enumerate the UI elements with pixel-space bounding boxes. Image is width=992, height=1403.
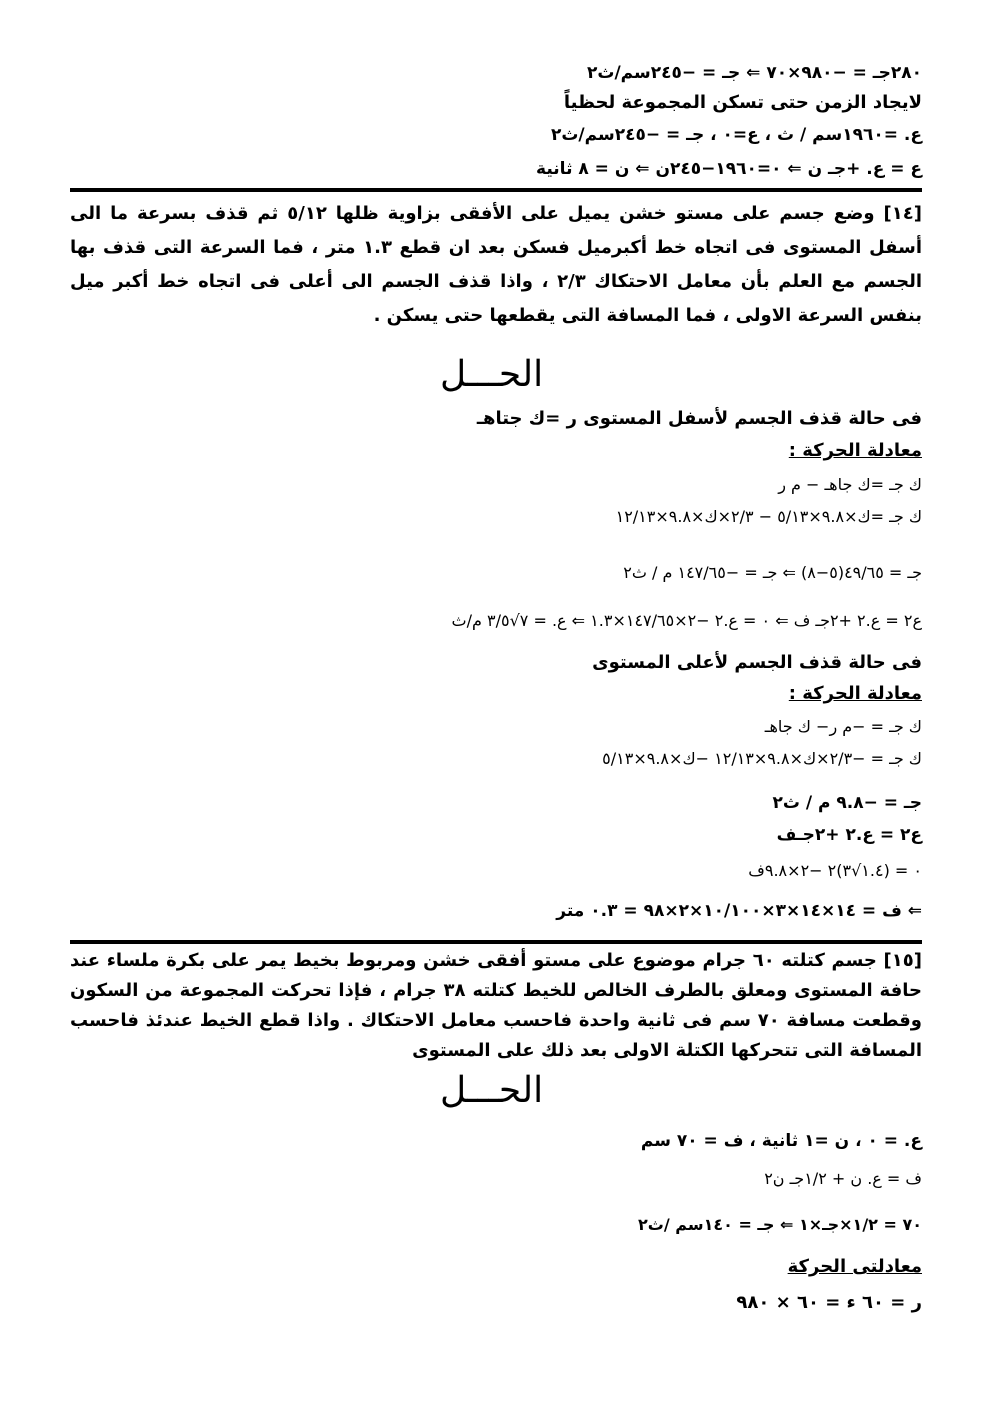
eq-f2: ك جـ = −٢/٣×ك×٩.٨×١٢/١٣ −ك×٩.٨×٥/١٣ — [602, 749, 922, 768]
label-13: ١٣ — [455, 811, 472, 829]
case-1: فى حالة قذف الجسم لأسفل المستوى ر =ك جتاهـ — [476, 408, 922, 429]
case-2: فى حالة قذف الجسم لأعلى المستوى — [592, 652, 922, 673]
eq-g2: ف = ع. ن + ١/٢جـ ن٢ — [764, 1169, 922, 1188]
label-kjaha-2: ك جاهـ — [72, 790, 116, 808]
divider-2 — [70, 940, 922, 944]
top-line-3: ع. =١٩٦٠سم / ث ، ع=٠ ، جـ = −٢٤٥سم/ث٢ — [550, 125, 922, 145]
label-r: ر — [170, 368, 178, 386]
equation-title-1: معادلة الحركة : — [788, 440, 922, 461]
label-ha: هـ — [178, 506, 191, 524]
label-5: ٥ — [532, 828, 541, 846]
problem-15-text: [١٥] جسم كتلته ٦٠ جرام موضوع على مستو أفقى خشن ومربوط بخيط يمر على بكرة ملساء عند حافة المستوى ومعلق بالطرف الخالص للخيط كتلته ٣٨ جرام ، فإذا تحركت المجموعة من السكون وقطعت مسافة ٧٠ سم فى ثانية واحدة فاحسب معامل الاحتكاك . واذا قطع الخيط عندئذ فاحسب المسافة التى تتحركها الكتلة الاولى بعد ذلك على المستوى — [70, 950, 923, 1061]
label-mr: م ر — [285, 386, 307, 404]
top-line-4: ع = ع. +جـ ن ⇐ ٠=١٩٦٠−٢٤٥ن ⇐ ن = ٨ ثانية — [536, 159, 922, 179]
eq-g4: ر = ٦٠ ء = ٦٠ × ٩٨٠ — [736, 1292, 922, 1313]
solution-heading-2: الحـــل — [440, 1070, 544, 1111]
label-kjtaha: ك جتاهـ — [260, 560, 308, 578]
top-line-1: ٢٨٠جـ = −٩٨٠×٧٠ ⇐ جـ = −٢٤٥سم/ث٢ — [586, 63, 922, 83]
label-r-2: ر — [180, 676, 188, 694]
label-kjtaha-2: ك جتاهـ — [262, 860, 310, 878]
eq-f6: ⇐ ف = ١٤×١٤×٣×١٠/١٠٠×٢×٩٨ = ٠.٣ متر — [556, 901, 922, 921]
label-12: ١٢ — [462, 864, 479, 882]
eq-3: جـ = ٤٩/٦٥(٥−٨) ⇐ جـ = −١٤٧/٦٥ م / ث٢ — [623, 563, 922, 582]
solution-heading-1: الحـــل — [440, 354, 544, 395]
eq-g3: ٧٠ = ١/٢×جـ×١ ⇐ جـ = ١٤٠سم /ث٢ — [638, 1215, 922, 1234]
eq-g1: ع. = ٠ ، ن =١ ثانية ، ف = ٧٠ سم — [640, 1131, 922, 1151]
label-r-3: ر — [172, 1046, 180, 1064]
eq-4: ع٢ = ع.٢ +٢جـ ف ⇐ ٠ = ع.٢ −٢×١٤٧/٦٥×١.٣ ⇐ ع. = ٧√٣/٥ م/ث — [451, 611, 922, 630]
eq-f5: ٠ = (١.٤√٣)٢ −٢×٩.٨ف — [748, 861, 922, 880]
label-sh-1: شـ — [240, 1114, 257, 1132]
label-ha-3: هـ — [438, 839, 451, 857]
top-line-2: لايجاد الزمن حتى تسكن المجموعة لحظياً — [563, 92, 922, 113]
equation-title-2: معادلة الحركة : — [788, 683, 922, 704]
label-k-2: ك ء — [214, 874, 239, 892]
eq-f1: ك جـ = −م ر− ك جاهـ — [764, 717, 922, 736]
problem-14-text: [١٤] وضع جسم على مستو خشن يميل على الأفقى بزاوية ظلها ٥/١٢ ثم قذف بسرعة ما الى أسفل المستوى فى اتجاه خط أكبرميل فسكن بعد ان قطع ١.٣ متر ، فما السرعة التى قذف بها الجسم مع العلم بأن معامل الاحتكاك ٢/٣ ، واذا قذف الجسم الى أعلى فى اتجاه خط أكبر ميل بنفس السرعة الاولى ، فما المسافة التى يقطعها حتى يسكن . — [70, 203, 923, 326]
label-w38: ٣٨ء — [292, 1308, 316, 1326]
eq-f4: ع٢ = ع.٢ +٢جـف — [776, 825, 922, 845]
label-mr-3: م ر — [80, 1116, 102, 1134]
eq-2: ك جـ =ك×٩.٨×٥/١٣ − ٢/٣×ك×٩.٨×١٢/١٣ — [615, 507, 922, 526]
label-kjaha: ك جاهـ — [95, 466, 139, 484]
label-ha-2: هـ — [172, 810, 185, 828]
label-k: ك ء — [205, 578, 230, 596]
divider-1 — [70, 188, 922, 192]
eq-f3: جـ = −٩.٨ م / ث٢ — [772, 793, 922, 813]
label-sh-2: شـ — [320, 1174, 337, 1192]
label-w60: ٦٠ء — [163, 1218, 187, 1236]
eq-1: ك جـ =ك جاهـ − م ر — [778, 475, 922, 494]
equation-title-3: معادلتى الحركة — [787, 1256, 922, 1277]
label-mr-2: م ر — [148, 768, 170, 786]
